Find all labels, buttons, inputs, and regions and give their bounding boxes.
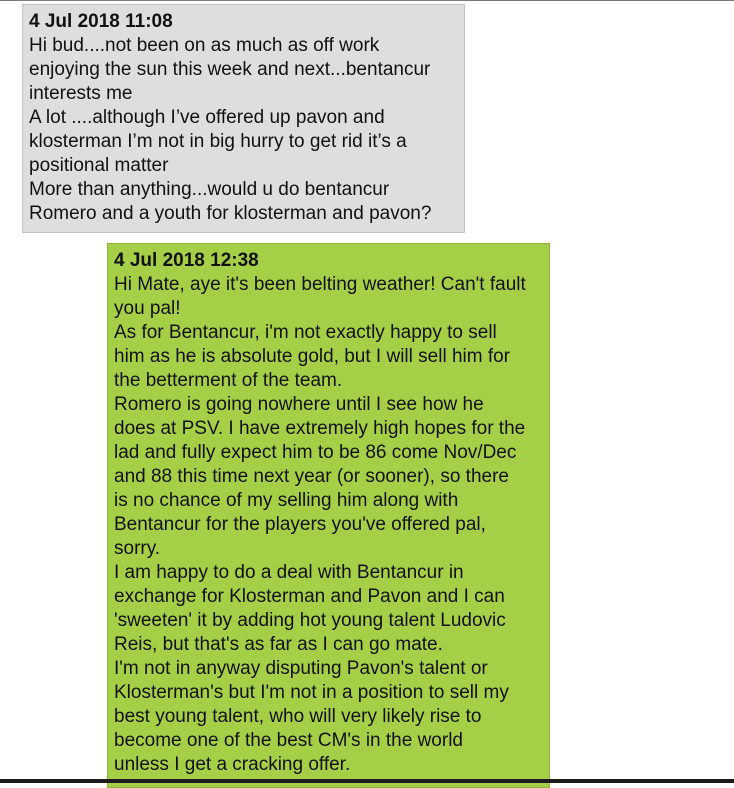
message-line: Reis, but that's as far as I can go mate. [114,634,443,655]
message-line: klosterman I’m not in big hurry to get rid it’s a [29,131,407,152]
message-line: Romero is going nowhere until I see how he [114,394,484,415]
message-line: unless I get a cracking offer. [114,754,351,775]
message-line: As for Bentancur, i'm not exactly happy to sell [114,322,497,343]
message-line: I'm not in anyway disputing Pavon's talent or [114,658,488,679]
message-timestamp: 4 Jul 2018 11:08 [29,11,173,32]
message-line: exchange for Klosterman and Pavon and I can [114,586,505,607]
message-line: A lot ....although I’ve offered up pavon and [29,107,385,128]
message-line: Romero and a youth for klosterman and pavon? [29,203,432,224]
message-line: him as he is absolute gold, but I will sell him for [114,346,511,367]
message-body [29,34,458,226]
message-line: lad and fully expect him to be 86 come Nov/Dec [114,442,517,463]
message-line: is no chance of my selling him along with [114,490,459,511]
received-message-bubble[interactable] [22,4,465,233]
message-timestamp: 4 Jul 2018 12:38 [114,250,259,271]
message-line: Hi bud....not been on as much as off work [29,35,380,56]
message-line: does at PSV. I have extremely high hopes for the [114,418,526,439]
message-line: become one of the best CM's in the world [114,730,463,751]
message-line: and 88 this time next year (or sooner), so there [114,466,509,487]
message-line: best young talent, who will very likely rise to [114,706,482,727]
message-line: interests me [29,83,133,104]
message-line: Bentancur for the players you've offered pal, [114,514,486,535]
message-line: Hi Mate, aye it's been belting weather! Can't fault [114,274,526,295]
message-line: Klosterman's but I'm not in a position to sell my [114,682,509,703]
message-line: the betterment of the team. [114,370,343,391]
top-divider [0,0,734,1]
message-line: enjoying the sun this week and next...bentancur [29,59,431,80]
message-line: positional matter [29,155,169,176]
message-line: you pal! [114,298,181,319]
bottom-bar [0,779,734,783]
message-line: sorry. [114,538,161,559]
message-line: More than anything...would u do bentancur [29,179,390,200]
message-line: 'sweeten' it by adding hot young talent Ludovic [114,610,506,631]
message-line: I am happy to do a deal with Bentancur in [114,562,464,583]
message-body [114,273,543,777]
sent-message-bubble[interactable] [107,243,550,788]
